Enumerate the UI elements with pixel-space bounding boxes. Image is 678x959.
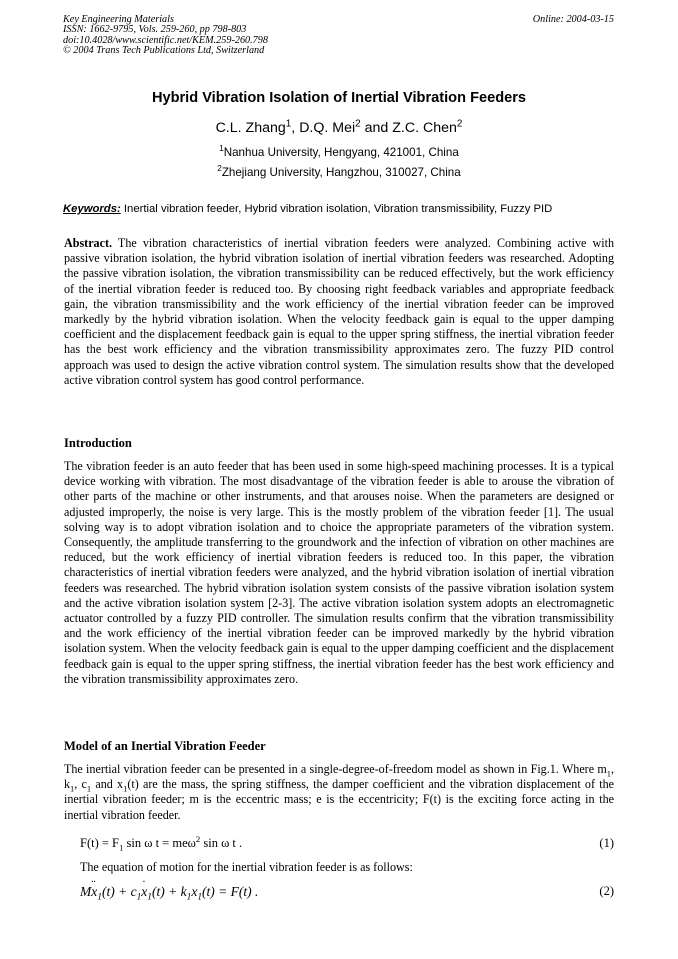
issn-line: ISSN: 1662-9795, Vols. 259-260, pp 798-803 bbox=[63, 24, 247, 36]
equation-expression bbox=[80, 884, 259, 903]
eq-subscript: 1 bbox=[119, 842, 124, 853]
keywords-label: Keywords: bbox=[63, 203, 121, 215]
online-date: Online: 2004-03-15 bbox=[532, 14, 614, 25]
equation-number: (2) bbox=[599, 884, 614, 898]
author-name: Z.C. Chen bbox=[392, 120, 457, 136]
affiliation-mark: 1 bbox=[219, 144, 224, 154]
model-paragraph bbox=[64, 762, 614, 823]
eq-part: F(t) = F bbox=[80, 836, 120, 850]
eq-part: x ˙ bbox=[141, 884, 147, 899]
affiliation-text: Nanhua University, Hengyang, 421001, China bbox=[223, 146, 459, 159]
eq-subscript: 1 bbox=[136, 892, 142, 903]
eq-subscript: 1 bbox=[186, 892, 192, 903]
eq-part: (t) + k bbox=[152, 884, 187, 899]
keywords-line bbox=[63, 203, 623, 215]
section-heading-model: Model of an Inertial Vibration Feeder bbox=[64, 739, 266, 753]
subscript: 1 bbox=[606, 768, 611, 779]
affiliation-mark: 2 bbox=[217, 164, 222, 174]
subscript: 1 bbox=[123, 783, 128, 794]
author-separator: and bbox=[360, 120, 393, 136]
model-text: , c bbox=[74, 777, 87, 792]
author-name: C.L. Zhang bbox=[215, 120, 286, 136]
author-affiliation-mark: 2 bbox=[355, 118, 361, 130]
equation-expression bbox=[80, 833, 243, 853]
equation-intro-text: The equation of motion for the inertial vibration feeder is as follows: bbox=[80, 860, 413, 874]
eq-superscript: 2 bbox=[195, 833, 201, 844]
eq-part: sin ω t = meω bbox=[123, 836, 196, 850]
eq-part: sin ω t . bbox=[200, 836, 243, 850]
eq-subscript: 1 bbox=[197, 892, 203, 903]
doi-line: doi:10.4028/www.scientific.net/KEM.259-260.798 bbox=[63, 34, 268, 46]
model-text: The inertial vibration feeder can be presented in a single-degree-of-freedom model as shown in Fig.1. Where m bbox=[64, 762, 607, 776]
subscript: 1 bbox=[70, 783, 75, 794]
abstract-text: The vibration characteristics of inertial vibration feeders were analyzed. Combining active with passive vibration isolation, the hybrid vibration isolation of inertial vibration feeders was researched. Adopting the passive vibration isolation, the vibration transmissibility can be reduced effectively, but the work efficiency of the inertial vibration feeder is reduced too. By choosing right feedback variables and appropriate feedback gain, the vibration transmissibility and the work efficiency of the inertial vibration feeder can be improved markedly by the hybrid vibration isolation. When the velocity feedback gain is equal to the upper damping coefficient and the displacement feedback gain is equal to the upper spring stiffness, the inertial vibration feeder has the best work efficiency and the vibration transmissibility approximates zero. The fuzzy PID control approach was used to design the active vibration control system. The simulation results show that the developed active vibration control system has good control performance. bbox=[64, 236, 614, 387]
copyright-line: © 2004 Trans Tech Publications Ltd, Switzerland bbox=[63, 45, 265, 57]
affiliation bbox=[0, 166, 678, 179]
model-text: , k bbox=[64, 762, 614, 792]
eq-subscript: 1 bbox=[97, 892, 102, 903]
keywords-text: Inertial vibration feeder, Hybrid vibration isolation, Vibration transmissibility, Fuzzy PID bbox=[120, 203, 553, 215]
affiliation bbox=[0, 146, 678, 159]
section-heading-introduction: Introduction bbox=[64, 436, 132, 450]
journal-header bbox=[63, 15, 268, 57]
equation-number: (1) bbox=[599, 836, 614, 850]
eq-part: (t) + c bbox=[101, 884, 137, 899]
eq-part: x ¨ bbox=[91, 884, 97, 899]
eq-subscript: 1 bbox=[147, 892, 152, 903]
author-affiliation-mark: 1 bbox=[285, 118, 292, 130]
author-name: D.Q. Mei bbox=[299, 120, 356, 136]
author-affiliation-mark: 2 bbox=[456, 118, 463, 130]
eq-part: x bbox=[191, 884, 198, 899]
journal-name: Key Engineering Materials bbox=[63, 14, 174, 25]
abstract-paragraph bbox=[64, 236, 614, 388]
eq-part: (t) = F(t) . bbox=[202, 884, 259, 899]
model-text: and x bbox=[91, 777, 124, 792]
eq-part: M bbox=[80, 884, 92, 899]
abstract-label: Abstract. bbox=[64, 236, 113, 250]
model-text: (t) are the mass, the spring stiffness, the damper coefficient and the vibration displacement of the inertial vibration feeder; m is the eccentric mass; e is the eccentricity; F(t) is the exciting force acting in the inertial vibration feeder. bbox=[64, 777, 614, 822]
author-separator: , bbox=[291, 120, 300, 136]
affiliation-text: Zhejiang University, Hangzhou, 310027, China bbox=[221, 166, 461, 179]
author-list bbox=[0, 120, 678, 136]
subscript: 1 bbox=[86, 783, 92, 794]
paper-title: Hybrid Vibration Isolation of Inertial Vibration Feeders bbox=[151, 90, 527, 106]
introduction-paragraph: The vibration feeder is an auto feeder that has been used in some high-speed machining processes. It is a typical device working with vibration. The most disadvantage of the vibration feeder is able to arouse the vibration of other parts of the machine or other instruments, and that arouses noise. When the parameters are designed or adjusted improperly, the noise is very large. This is the mostly problem of the vibration feeder [1]. The usual solving way is to adopt vibration isolation and to choice the appropriate parameters of the vibration system. Consequently, the amplitude transferring to the groundwork and the infection of vibration on other machines are reduced, but the work efficiency of inertial vibration feeders is reduced too. In this paper, the vibration characteristics of inertial vibration feeders were analyzed, and the hybrid vibration isolation of inertial vibration feeders was researched. The hybrid vibration isolation system consists of the passive vibration isolation system and the active vibration isolation system [2-3]. The active vibration isolation system adopts an electromagnetic actuator controlled by a fuzzy PID controller. The simulation results confirm that the vibration transmissibility and the work efficiency of the inertial vibration feeder can be improved markedly by the hybrid vibration isolation system. When the velocity feedback gain is equal to the upper damping coefficient and the displacement feedback gain is equal to the upper spring stiffness, the inertial vibration feeder has the best work efficiency and the vibration transmissibility approximates zero. bbox=[64, 459, 614, 686]
